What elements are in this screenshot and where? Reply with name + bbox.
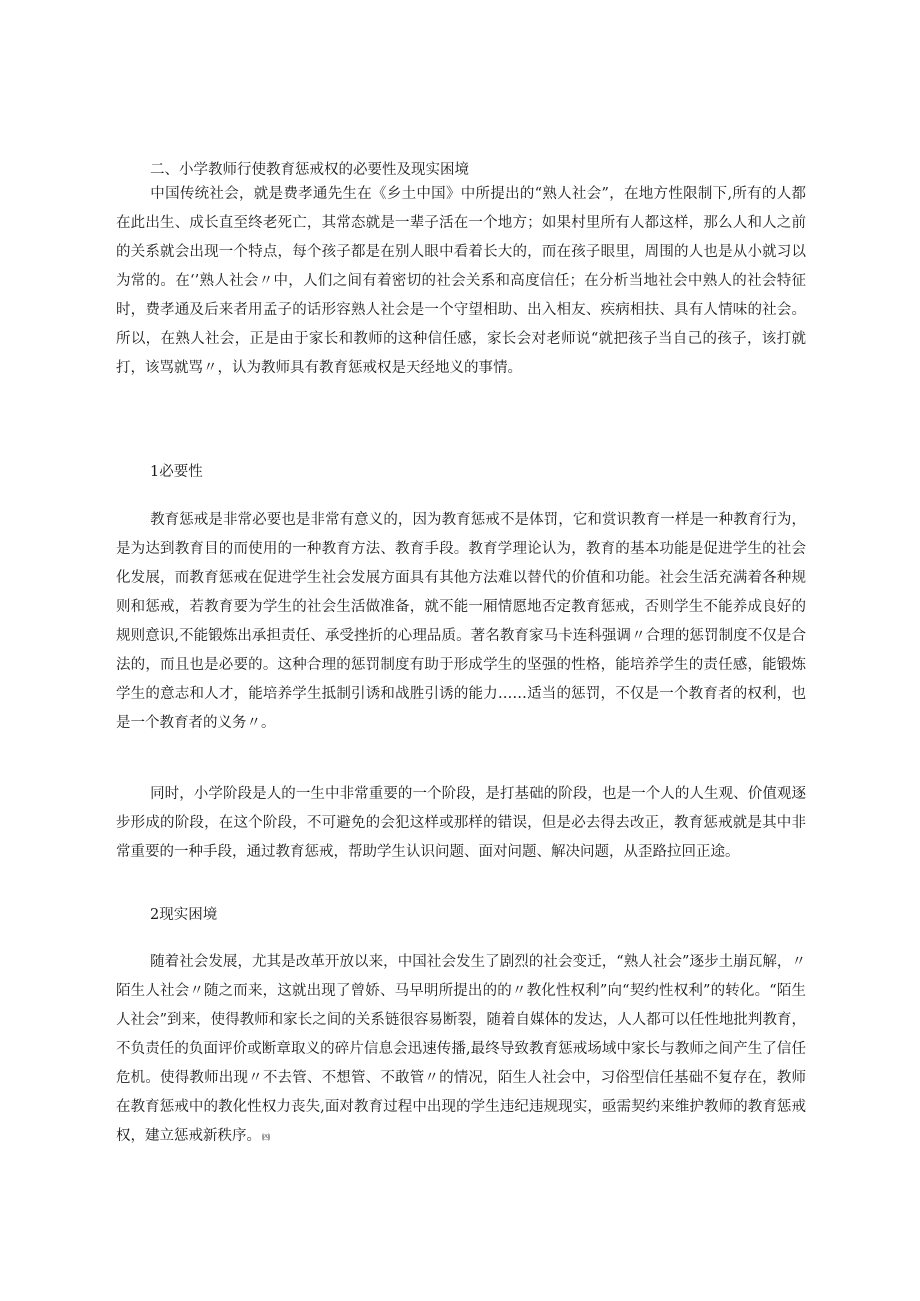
dilemma-heading: 2现实困境 [150,907,218,923]
necessity-paragraph-2 [116,780,806,867]
necessity-heading: 1必要性 [150,464,203,480]
necessity-paragraph-2-text: 同时，小学阶段是人的一生中非常重要的一个阶段，是打基础的阶段，也是一个人的人生观、价值观逐步形成的阶段，在这个阶段，不可避免的会犯这样或那样的错误，但是必去得去改正，教育惩戒就是其中非常重要的一种手段，通过教育惩戒，帮助学生认识问题、面对问题、解决问题，从歪路拉回正途。 [116,786,806,860]
section-heading: 二、小学教师行使教育惩戒权的必要性及现实困境 [150,162,469,178]
dilemma-paragraph-text: 随着社会发展，尤其是改革开放以来，中国社会发生了剧烈的社会变迁，“熟人社会”逐步土崩瓦解，〃陌生人社会〃随之而来，这就出现了曾娇、马早明所提出的的〃教化性权利”向“契约性权利”的转化。“陌生人社会”到来，使得教师和家长之间的关系链很容易断裂，随着自媒体的发达，人人都可以任性地批判教育，不负责任的负面评价或断章取义的碎片信息会迅速传播,最终导致教育惩戒场域中家长与教师之间产生了信任危机。使得教师出现〃不去管、不想管、不敢管〃的情况，陌生人社会中，习俗型信任基础不复存在，教师在教育惩戒中的教化性权力丧失,面对教育过程中出现的学生违纪违规现实，亟需契约来维护教师的教育惩戒权，建立惩戒新秩序。 [116,954,806,1144]
citation-mark: ㈣ [262,1133,270,1142]
necessity-paragraph-1 [116,506,806,738]
intro-paragraph [116,180,806,383]
dilemma-paragraph [116,948,806,1152]
intro-paragraph-text: 中国传统社会，就是费孝通先生在《乡土中国》中所提出的“熟人社会”，在地方性限制下,所有的人都在此出生、成长直至终老死亡，其常态就是一辈子活在一个地方；如果村里所有人都这样，那么人和人之前的关系就会出现一个特点，每个孩子都是在别人眼中看着长大的，而在孩子眼里，周围的人也是从小就习以为常的。在‘’熟人社会〃中，人们之间有着密切的社会关系和高度信任；在分析当地社会中熟人的社会特征时，费孝通及后来者用孟子的话形容熟人社会是一个守望相助、出入相友、疾病相扶、具有人情味的社会。所以，在熟人社会，正是由于家长和教师的这种信任感，家长会对老师说“就把孩子当自己的孩子，该打就打，该骂就骂〃，认为教师具有教育惩戒权是天经地义的事情。 [116,186,806,376]
necessity-paragraph-1-text: 教育惩戒是非常必要也是非常有意义的，因为教育惩戒不是体罚，它和赏识教育一样是一种教育行为，是为达到教育目的而使用的一种教育方法、教育手段。教育学理论认为，教育的基本功能是促进学生的社会化发展，而教育惩戒在促进学生社会发展方面具有其他方法难以替代的价值和功能。社会生活充满着各种规则和惩戒，若教育要为学生的社会生活做准备，就不能一厢情愿地否定教育惩戒，否则学生不能养成良好的规则意识,不能锻炼出承担责任、承受挫折的心理品质。著名教育家马卡连科强调〃合理的惩罚制度不仅是合法的，而且也是必要的。这种合理的惩罚制度有助于形成学生的坚强的性格，能培养学生的责任感，能锻炼学生的意志和人才，能培养学生抵制引诱和战胜引诱的能力……适当的惩罚，不仅是一个教育者的权利，也是一个教育者的义务〃。 [116,512,806,731]
